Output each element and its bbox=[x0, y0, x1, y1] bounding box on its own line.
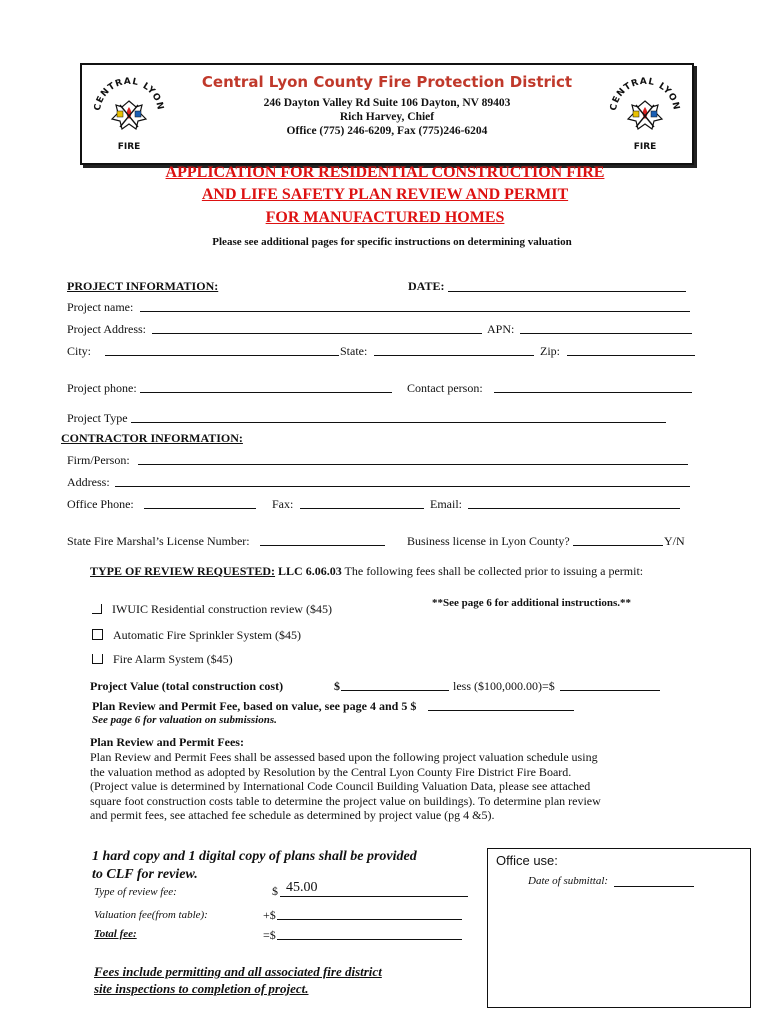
contact-person-field[interactable] bbox=[494, 381, 692, 393]
project-value-label: Project Value (total construction cost) bbox=[90, 679, 284, 693]
valuation-fee-field[interactable] bbox=[277, 908, 462, 920]
zip-field[interactable] bbox=[567, 344, 695, 356]
business-license-field[interactable] bbox=[573, 534, 663, 546]
form-title-line3: FOR MANUFACTURED HOMES bbox=[265, 209, 505, 226]
firm-label: Firm/Person: bbox=[67, 453, 130, 467]
email-field[interactable] bbox=[468, 497, 680, 509]
valuation-fee-label: Valuation fee(from table): bbox=[94, 909, 208, 921]
email-label: Email: bbox=[430, 497, 462, 511]
fees-line: square foot construction costs table to determine the project value on buildings). To determine plan review bbox=[90, 793, 601, 808]
review-option-iwuic[interactable] bbox=[92, 602, 332, 617]
contractor-address-label: Address: bbox=[67, 475, 110, 489]
fax-label: Fax: bbox=[272, 497, 294, 511]
contact-person-label: Contact person: bbox=[407, 381, 483, 395]
total-fee-field[interactable] bbox=[277, 928, 462, 940]
project-info-heading: PROJECT INFORMATION: bbox=[67, 279, 219, 293]
svg-text:FIRE: FIRE bbox=[633, 142, 657, 152]
letterhead bbox=[80, 63, 694, 165]
total-fee-label: Total fee: bbox=[94, 928, 137, 940]
date-field[interactable] bbox=[448, 280, 686, 292]
project-phone-field[interactable] bbox=[140, 381, 392, 393]
org-address: 246 Dayton Valley Rd Suite 106 Dayton, NV 89403 bbox=[263, 97, 511, 109]
office-phone-field[interactable] bbox=[144, 497, 256, 509]
project-type-label: Project Type bbox=[67, 411, 128, 425]
fees-include-line2: site inspections to completion of project. bbox=[94, 981, 309, 996]
fees-line: Plan Review and Permit Fees shall be assessed based upon the following project valuation schedule using bbox=[90, 750, 598, 764]
apn-label: APN: bbox=[487, 322, 515, 336]
project-value-field[interactable] bbox=[341, 679, 449, 691]
see-page6-note: See page 6 for valuation on submissions. bbox=[92, 714, 277, 726]
iwuic-label: IWUIC Residential construction review ($45) bbox=[112, 602, 332, 616]
review-option-alarm[interactable] bbox=[92, 652, 233, 667]
fees-include-line1: Fees include permitting and all associated fire district bbox=[94, 964, 382, 979]
iwuic-checkbox[interactable] bbox=[92, 604, 102, 614]
type-fee-prefix: $ bbox=[272, 884, 278, 898]
license-label: State Fire Marshal’s License Number: bbox=[67, 534, 250, 548]
submittal-date-label: Date of submittal: bbox=[528, 875, 609, 887]
submission-line1: 1 hard copy and 1 digital copy of plans shall be provided bbox=[92, 849, 417, 864]
fees-heading: Plan Review and Permit Fees: bbox=[90, 735, 244, 749]
review-fees-note: The following fees shall be collected prior to issuing a permit: bbox=[344, 564, 644, 578]
form-subtitle: Please see additional pages for specific instructions on determining valuation bbox=[212, 236, 572, 248]
fees-line: (Project value is determined by International Code Council Building Valuation Data, please see attached bbox=[90, 779, 591, 793]
firm-field[interactable] bbox=[138, 453, 688, 465]
project-name-field[interactable] bbox=[140, 300, 690, 312]
submission-line2: to CLF for review. bbox=[92, 867, 198, 882]
less-field[interactable] bbox=[560, 679, 660, 691]
review-type-row bbox=[90, 564, 643, 579]
sprinkler-label: Automatic Fire Sprinkler System ($45) bbox=[113, 628, 301, 642]
see-page-note: **See page 6 for additional instructions.** bbox=[432, 597, 632, 609]
sprinkler-checkbox[interactable] bbox=[92, 629, 103, 640]
org-chief: Rich Harvey, Chief bbox=[339, 111, 435, 123]
org-name: Central Lyon County Fire Protection District bbox=[201, 73, 573, 91]
review-option-sprinkler[interactable] bbox=[92, 628, 301, 643]
org-phones: Office (775) 246-6209, Fax (775)246-6204 bbox=[286, 125, 488, 137]
project-address-label: Project Address: bbox=[67, 322, 146, 336]
state-field[interactable] bbox=[374, 344, 534, 356]
type-fee-field[interactable]: 45.00 bbox=[280, 880, 468, 897]
office-use-label: Office use: bbox=[496, 853, 558, 868]
apn-field[interactable] bbox=[520, 322, 692, 334]
review-code: LLC 6.06.03 bbox=[278, 564, 342, 578]
project-address-field[interactable] bbox=[152, 322, 482, 334]
plan-fee-field[interactable] bbox=[428, 699, 574, 711]
contractor-address-field[interactable] bbox=[115, 475, 690, 487]
project-name-label: Project name: bbox=[67, 300, 134, 314]
fees-line: and permit fees, see attached fee schedule as determined by project value (pg 4 &5). bbox=[90, 808, 495, 822]
fees-include-note bbox=[94, 963, 382, 997]
fees-line: the valuation method as adopted by Resolution by the Central Lyon County Fire District Fire Board. bbox=[90, 764, 572, 779]
business-license-label: Business license in Lyon County? bbox=[407, 534, 570, 548]
project-type-field[interactable] bbox=[131, 411, 666, 423]
office-use-box bbox=[487, 848, 751, 1008]
city-label: City: bbox=[67, 344, 92, 358]
svg-text:FIRE: FIRE bbox=[117, 142, 141, 152]
yes-no-label: Y/N bbox=[664, 534, 685, 548]
office-phone-label: Office Phone: bbox=[67, 497, 134, 511]
svg-text:CENTRAL LYON: CENTRAL LYON bbox=[92, 76, 166, 112]
project-phone-label: Project phone: bbox=[67, 381, 137, 395]
fax-field[interactable] bbox=[300, 497, 424, 509]
form-title-line1: APPLICATION FOR RESIDENTIAL CONSTRUCTION FIRE bbox=[165, 164, 605, 181]
alarm-checkbox[interactable] bbox=[92, 654, 103, 664]
form-title-line2: AND LIFE SAFETY PLAN REVIEW AND PERMIT bbox=[201, 186, 569, 203]
city-field[interactable] bbox=[105, 344, 339, 356]
total-fee-prefix: =$ bbox=[263, 928, 276, 942]
license-field[interactable] bbox=[260, 534, 385, 546]
less-label: less ($100,000.00)=$ bbox=[453, 679, 555, 693]
date-label: DATE: bbox=[408, 279, 445, 293]
project-value-dollar: $ bbox=[334, 679, 340, 693]
valuation-fee-prefix: +$ bbox=[263, 908, 276, 922]
contractor-info-heading: CONTRACTOR INFORMATION: bbox=[61, 431, 243, 445]
type-fee-label: Type of review fee: bbox=[94, 886, 177, 898]
plan-fee-label: Plan Review and Permit Fee, based on value, see page 4 and 5 $ bbox=[92, 699, 417, 713]
submittal-date-field[interactable] bbox=[614, 875, 694, 887]
review-type-heading: TYPE OF REVIEW REQUESTED: bbox=[90, 564, 276, 578]
state-label: State: bbox=[340, 344, 368, 358]
zip-label: Zip: bbox=[540, 344, 560, 358]
svg-text:CENTRAL LYON: CENTRAL LYON bbox=[608, 76, 682, 112]
submission-note bbox=[92, 848, 417, 884]
fees-paragraph bbox=[90, 750, 601, 823]
alarm-label: Fire Alarm System ($45) bbox=[113, 652, 233, 666]
